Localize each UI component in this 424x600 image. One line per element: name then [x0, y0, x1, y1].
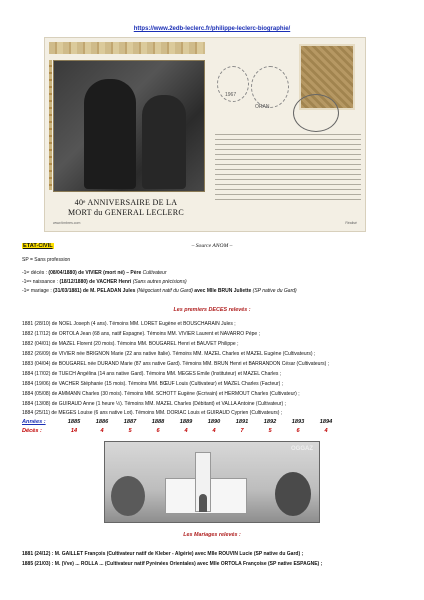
year-cell: 1891: [235, 419, 249, 425]
mariage-row-1: 1881 (24/12) : M. GAILLET François (Cultivateur natif de Kleber - Algérie) avec Mlle ROUVIN Lucie (SP native du Gard) ;: [22, 551, 304, 557]
first-deces-label: -1ᵉʳ décès :: [22, 270, 49, 276]
deces-row-10: 1884 (25/11) de MEGES Louise (6 ans native Lot). Témoins MM. DORIAC Louis et GUIRAUD Cyprien (Cultivateurs) ;: [22, 410, 283, 416]
deces-row-9: 1884 (13/08) de GUIRAUD Anne (1 heure ½). Témoins MM. MAZEL Charles (Débitant) et VALLA Antoine (Cultivateur) ;: [22, 401, 286, 407]
first-mariage-label: -1ᵉʳ mariage :: [22, 288, 54, 294]
year-cell: 1887: [123, 419, 137, 425]
count-cell: 4: [100, 428, 104, 434]
church-photo-label: OGGAZ: [291, 446, 313, 452]
deces-years-row: [22, 419, 340, 428]
cover-caption-line2: MORT du GENERAL LECLERC: [68, 208, 184, 217]
commemorative-cover: [44, 37, 366, 232]
church-photo: [104, 441, 320, 523]
cover-ornament-top: [49, 42, 205, 54]
first-deces-job: Cultivateur: [142, 270, 167, 276]
postmark-circle-2: [251, 66, 289, 108]
first-naissance-label: -1ᵉʳᵉ naissance :: [22, 279, 60, 285]
church-tree-right: [275, 472, 311, 516]
deces-section-title: Les premiers DECES relevés :: [173, 307, 251, 313]
deces-row-8: 1884 (05/08) de AMMANN Charles (30 mois). Témoins MM. SCHOTT Eugène (Ecrivain) et HERMOUT Charles (Cultivateur) ;: [22, 391, 300, 397]
first-mariage-note: (Négociant natif du Gard): [136, 288, 193, 294]
deces-row-7: 1884 (19/06) de VACHER Stéphanie (15 mois). Témoins MM. BŒUF Louis (Cultivateur) et MAZEL Charles (Facteur) ;: [22, 381, 284, 387]
year-cell: 1893: [291, 419, 305, 425]
cover-ornament-side: [49, 60, 52, 190]
years-label: Années :: [22, 419, 46, 425]
church-door: [199, 494, 207, 512]
counts-label: Décès :: [22, 428, 42, 434]
count-cell: 6: [296, 428, 300, 434]
first-deces-text: (08/04/1880) de VIVIER (mort né) – Père: [48, 270, 143, 276]
count-cell: 5: [128, 428, 132, 434]
etat-civil-title: ETAT-CIVIL: [23, 243, 53, 249]
cover-biography-text: [215, 134, 361, 204]
count-cell: 5: [268, 428, 272, 434]
photo-figure-left: [84, 79, 136, 189]
first-mariage-line: [22, 288, 297, 294]
first-naissance-note: (Sans autres précisions): [132, 279, 187, 285]
first-naissance-text: (18/12/1880) de VACHER Henri: [59, 279, 133, 285]
first-naissance-line: [22, 279, 187, 285]
year-cell: 1890: [207, 419, 221, 425]
deces-row-2: 1882 (17/12) de ORTOLA Jean (68 ans, natif Espagne). Témoins MM. VIVIER Laurent et NAVARRO Pépe ;: [22, 331, 260, 337]
first-mariage-note2: (SP native du Gard): [252, 288, 297, 294]
cover-caption-line1: 40ᵉ ANNIVERSAIRE DE LA: [74, 198, 178, 207]
first-mariage-text: (31/03/1881) de M. PELADAN Jules: [53, 288, 137, 294]
deces-year-table: [22, 419, 340, 437]
count-cell: 14: [70, 428, 78, 434]
deces-counts-row: [22, 428, 340, 437]
cover-portrait-photo: [53, 60, 205, 192]
etat-civil-source: – Source ANOM –: [191, 243, 233, 249]
postmark-city: ORAN: [255, 104, 270, 110]
church-tree-left: [111, 476, 145, 516]
sp-note: SP = Sans profession: [22, 257, 71, 263]
count-cell: 7: [240, 428, 244, 434]
first-deces-line: [22, 270, 167, 276]
source-url[interactable]: https://www.2edb-leclerc.fr/philippe-leclerc-biographie/: [133, 26, 291, 32]
year-cell: 1892: [263, 419, 277, 425]
cover-footer-left: www.timbres.com: [53, 221, 81, 225]
deces-row-1: 1881 (28/10) de NOEL Joseph (4 ans). Témoins MM. LORET Eugène et BOUSCHARAIN Jules ;: [22, 321, 236, 327]
year-cell: 1889: [179, 419, 193, 425]
first-mariage-rest: avec Mlle BRUN Juliette: [192, 288, 253, 294]
year-cell: 1885: [67, 419, 81, 425]
count-cell: 4: [184, 428, 188, 434]
year-cell: 1886: [95, 419, 109, 425]
count-cell: 4: [212, 428, 216, 434]
deces-row-6: 1884 (17/02) de TUECH Angélina (14 ans native Gard). Témoins MM. MEGES Emile (Instituteur) et MAZEL Charles ;: [22, 371, 282, 377]
count-cell: 6: [156, 428, 160, 434]
photo-figure-right: [142, 95, 186, 189]
year-cell: 1894: [319, 419, 333, 425]
postmark-year: 1967: [225, 92, 237, 98]
count-cell: 4: [324, 428, 328, 434]
deces-row-3: 1882 (04/01) de MAZEL Florent (20 mois). Témoins MM. BOUGAREL Henri et BAUVET Philippe ;: [22, 341, 239, 347]
year-cell: 1888: [151, 419, 165, 425]
mariage-row-2: 1885 (21/03) : M. (Vve) ... ROLLA ... (Cultivateur natif Pyrénées Orientales) avec Mlle ORTOLA Françoise (SP native ESPAGNE) ;: [22, 561, 323, 567]
deces-row-4: 1882 (26/09) de VIVIER née BRIGNON Marie (22 ans native Italie). Témoins MM. MAZEL Charles et MAZEL Eugène (Cultivateurs) ;: [22, 351, 316, 357]
deces-row-5: 1883 (04/04) de BOUGAREL née DURAND Marie (87 ans native Gard). Témoins MM. BRUN Henri et BARRANDON César (Cultivateurs) ;: [22, 361, 330, 367]
mariages-section-title: Les Mariages relevés :: [183, 532, 241, 538]
postmark-circle-3: [293, 94, 339, 132]
cover-footer-right: Réalisé: [345, 221, 357, 225]
